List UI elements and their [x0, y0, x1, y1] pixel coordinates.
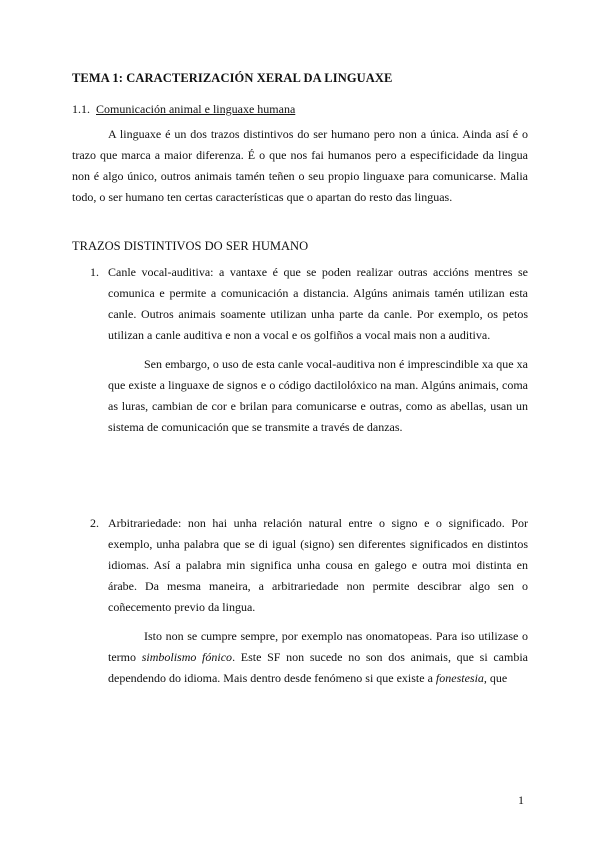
italic-term: simbolismo fónico	[141, 650, 233, 664]
text-run: Isto non se cumpre sempre, por exemplo nas onomatopeas. Para iso utilizase o termo	[108, 629, 528, 664]
page-number: 1	[518, 793, 524, 807]
intro-paragraph: A linguaxe é un dos trazos distintivos do ser humano pero non a única. Ainda así é o trazo que marca a maior diferenza. É o que nos fai humanos pero a especificidade da lingua non é algo único, outros animais tamén teñen o seu propio linguaxe para comunicarse. Malia todo, o ser humano ten certas características que o apartan do resto das linguas.	[72, 127, 528, 204]
list-item-paragraph: Arbitrariedade: non hai unha relación natural entre o signo e o significado. Por exemplo, unha palabra que se di igual (signo) sen diferentes significados en distintos idiomas. Así a palabra min significa unha cousa en galego e outra moi distinta en árabe. Da mesma maneira, a arbitrariedade non permite descibrar algo sen o coñecemento previo da lingua.	[108, 516, 528, 614]
document-title: TEMA 1: CARACTERIZACIÓN XERAL DA LINGUAXE	[72, 71, 393, 85]
list-item-1	[90, 262, 528, 438]
list-item-paragraph: Sen embargo, o uso de esta canle vocal-auditiva non é imprescindible xa que xa que existe a linguaxe de signos e o código dactilolóxico na man. Algúns animais, coma as luras, cambian de cor e brilan para comunicarse e outras, como as abellas, usan un sistema de comunicación que se transmite a través de danzas.	[108, 357, 528, 434]
subheading: TRAZOS DISTINTIVOS DO SER HUMANO	[72, 239, 309, 253]
list-item-paragraph	[108, 626, 528, 689]
text-run: . Este SF non sucede no son dos animais, que si cambia dependendo do idioma. Mais dentro desde fenómeno si que existe a	[108, 650, 529, 685]
section-number: 1.1.	[72, 102, 90, 116]
list-item-paragraph: Canle vocal-auditiva: a vantaxe é que se poden realizar outras accións mentres se comunica e permite a comunicación a distancia. Algúns animais tamén utilizan esta canle. Outros animais soamente utilizan unha parte da canle. Por exemplo, os petos utilizan a canle auditiva e non a vocal e os golfiños a vocal mais non a auditiva.	[108, 265, 528, 342]
list-marker: 2.	[90, 516, 99, 530]
section-title: Comunicación animal e linguaxe humana	[96, 102, 296, 116]
list-marker: 1.	[90, 265, 99, 279]
section-heading	[72, 102, 295, 117]
text-run: , que	[483, 671, 508, 685]
list-item-2	[90, 513, 528, 689]
italic-term: fonestesia	[435, 671, 484, 685]
